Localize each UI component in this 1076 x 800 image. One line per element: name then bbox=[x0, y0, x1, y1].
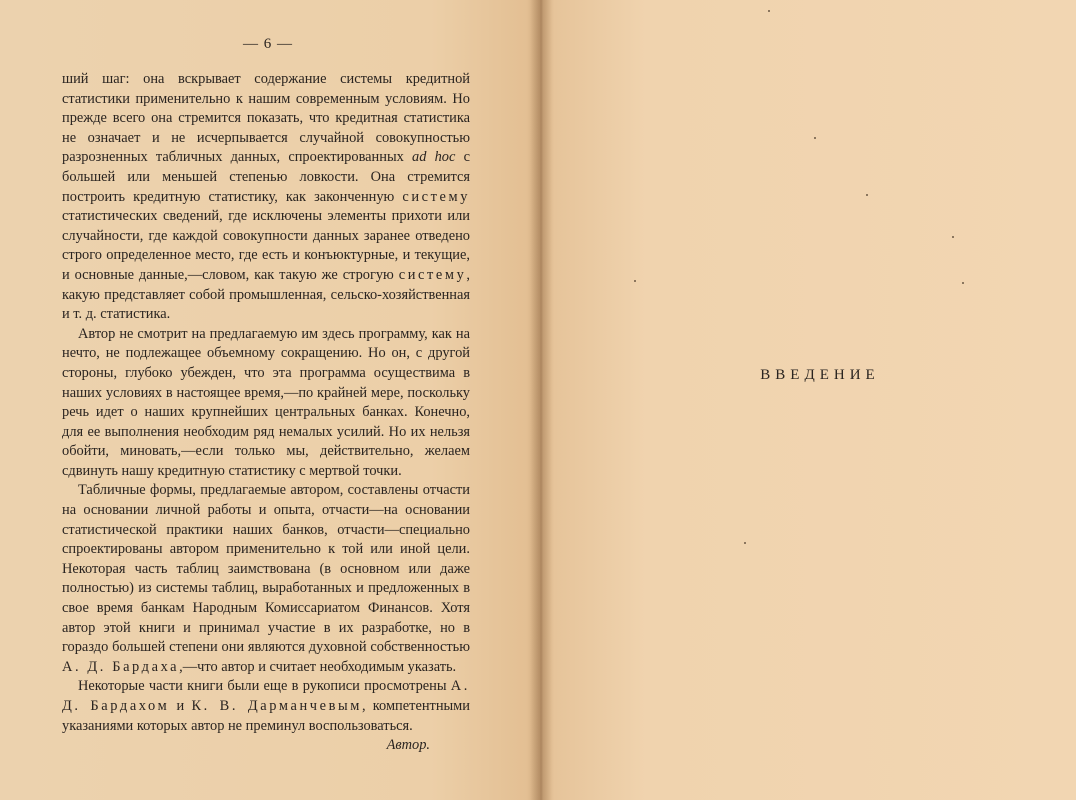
spaced-emphasis: К. В. Дарманчевым bbox=[191, 698, 362, 714]
author-signature: Автор. bbox=[386, 737, 430, 754]
paper-speck bbox=[952, 236, 954, 238]
left-page-text bbox=[62, 70, 470, 756]
paper-speck bbox=[866, 194, 868, 196]
paragraph-1 bbox=[62, 70, 470, 325]
paper-speck bbox=[814, 137, 816, 139]
section-heading: ВВЕДЕНИЕ bbox=[760, 367, 880, 383]
paper-speck bbox=[768, 10, 770, 12]
right-page bbox=[540, 0, 1076, 800]
text-segment: , какую представляет собой промышленная, сельско-хозяйственная и т. д. статистика. bbox=[62, 266, 470, 323]
paper-speck bbox=[634, 280, 636, 282]
text-segment: с большей или меньшей степенью ловкости. Она стремится построить кредитную статистику, как законченную bbox=[62, 149, 470, 205]
paper-speck bbox=[744, 542, 746, 544]
spaced-emphasis: систему bbox=[398, 266, 467, 283]
text-segment: Некоторые части книги были еще в рукописи просмотрены bbox=[78, 678, 451, 695]
text-segment: Табличные формы, предлагаемые автором, составлены отчасти на основании личной работы и опыта, отчасти—на основании статистической практики наших банков, отчасти—специально спроектированы автором применительно к той или иной цели. Некоторая часть таблиц заимствована (в основном или даже полностью) из системы таблиц, выработанных и предложенных в свое время банкам Народным Комиссариатом Финансов. Хотя автор этой книги и принимал участие в их разработке, но в гораздо большей степени они являются духовной собственностью bbox=[62, 482, 470, 656]
paragraph-4 bbox=[62, 677, 470, 736]
paragraph-3 bbox=[62, 481, 470, 677]
text-segment: ший шаг: она вскрывает содержание системы кредитной статистики применительно к нашим современным условиям. Но прежде всего она стремится показать, что кредитная статистика не означает и не исчерпывается случайной совокупностью разрозненных табличных данных, спроектированных bbox=[62, 71, 470, 166]
paragraph-2: Автор не смотрит на предлагаемую им здесь программу, как на нечто, не подлежащее объемному сокращению. Но он, с другой стороны, глубоко убежден, что эта программа осуществима в наших условиях в настоящее время,—по крайней мере, поскольку речь идет о наших крупнейших центральных банках. Конечно, для ее выполнения необходим ряд немалых усилий. Но их нельзя обойти, миновать,—если только мы, действительно, желаем сдвинуть нашу кредитную статистику с мертвой точки. bbox=[62, 325, 470, 479]
spaced-emphasis: А. Д. Бардахом bbox=[62, 678, 470, 714]
text-segment: , компетентными указаниями которых автор не преминул воспользоваться. bbox=[62, 698, 470, 734]
page-number: — 6 — bbox=[243, 36, 293, 52]
paper-speck bbox=[962, 282, 964, 284]
italic-phrase: ad hoc bbox=[412, 149, 456, 166]
spaced-emphasis: систему bbox=[402, 188, 470, 205]
text-segment: и bbox=[169, 698, 192, 714]
text-segment: ,—что автор и считает необходимым указать. bbox=[179, 658, 457, 675]
spaced-emphasis: А. Д. Бардаха bbox=[62, 658, 180, 675]
text-segment: статистических сведений, где исключены элементы прихоти или случайности, где каждой совокупности данных заранее отведено строго определенное место, где есть и конъюктурные, и текущие, и основные данные,—словом, как такую же строгую bbox=[62, 208, 470, 283]
